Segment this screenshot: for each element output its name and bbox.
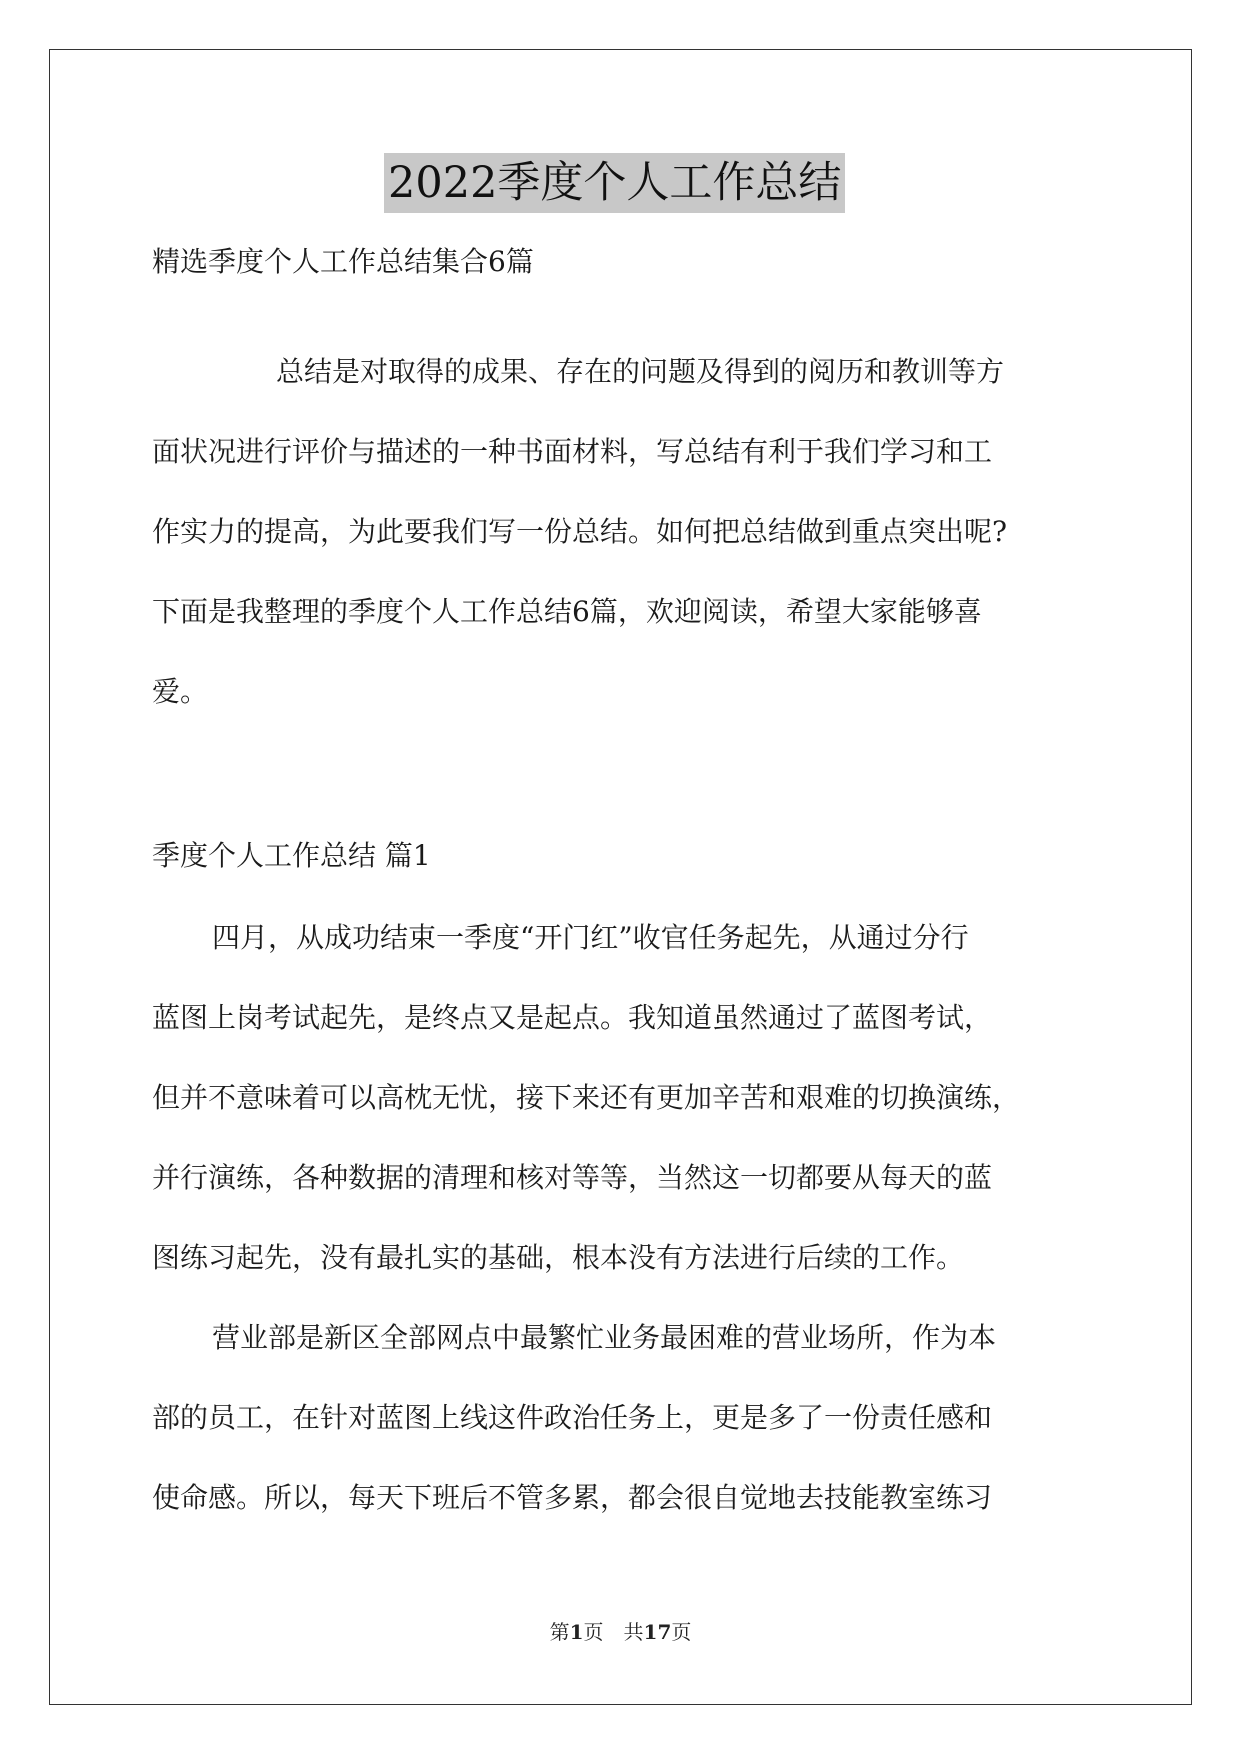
- page-number: 1: [569, 1620, 584, 1644]
- section-heading: 季度个人工作总结 篇1: [152, 839, 431, 872]
- paragraph-line: 营业部是新区全部网点中最繁忙业务最困难的营业场所，作为本: [212, 1321, 997, 1354]
- intro-line: 爱。: [152, 675, 209, 708]
- paragraph-line: 蓝图上岗考试起先，是终点又是起点。我知道虽然通过了蓝图考试，: [152, 1001, 993, 1034]
- page-border: [49, 49, 1192, 1705]
- paragraph-line: 图练习起先，没有最扎实的基础，根本没有方法进行后续的工作。: [152, 1241, 965, 1274]
- paragraph-line: 使命感。所以，每天下班后不管多累，都会很自觉地去技能教室练习: [152, 1481, 993, 1514]
- intro-line: 下面是我整理的季度个人工作总结6篇，欢迎阅读，希望大家能够喜: [152, 595, 982, 628]
- paragraph-line: 但并不意味着可以高枕无忧，接下来还有更加辛苦和艰难的切换演练，: [152, 1081, 1021, 1114]
- intro-line: 作实力的提高，为此要我们写一份总结。如何把总结做到重点突出呢?: [152, 515, 1008, 548]
- page-footer: [0, 1618, 1241, 1646]
- total-pages: 17: [643, 1620, 672, 1644]
- page-label-prefix: 第: [549, 1620, 570, 1644]
- document-subtitle: 精选季度个人工作总结集合6篇: [152, 245, 534, 278]
- paragraph-line: 四月，从成功结束一季度“开门红”收官任务起先，从通过分行: [212, 921, 969, 954]
- page-label-suffix: 页: [671, 1620, 692, 1644]
- intro-line: 总结是对取得的成果、存在的问题及得到的阅历和教训等方: [276, 355, 1005, 388]
- paragraph-line: 部的员工，在针对蓝图上线这件政治任务上，更是多了一份责任感和: [152, 1401, 993, 1434]
- page-label-mid: 页 共: [583, 1620, 644, 1644]
- document-title: 2022季度个人工作总结: [384, 153, 845, 213]
- paragraph-line: 并行演练，各种数据的清理和核对等等，当然这一切都要从每天的蓝: [152, 1161, 993, 1194]
- intro-line: 面状况进行评价与描述的一种书面材料，写总结有利于我们学习和工: [152, 435, 993, 468]
